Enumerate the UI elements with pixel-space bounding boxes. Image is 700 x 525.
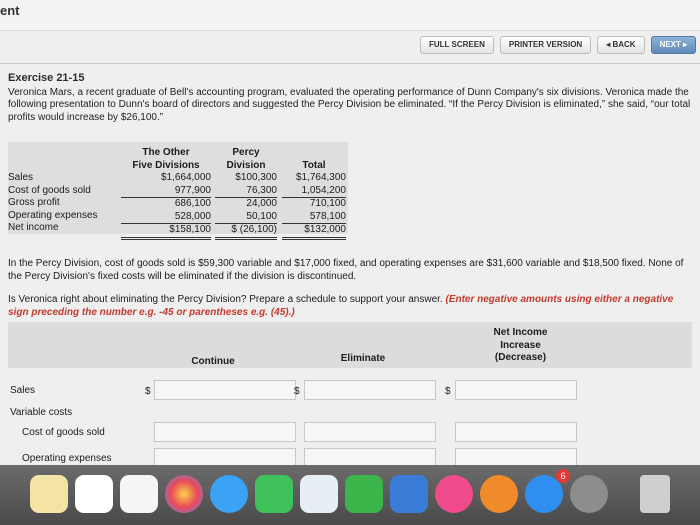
numbers-icon[interactable] [345, 475, 383, 513]
trash-icon[interactable] [640, 475, 670, 513]
cell: $1,664,000 [160, 172, 211, 183]
variable-costs-label: Variable costs [10, 407, 73, 418]
column-header: The Other [142, 147, 190, 158]
row-label: Net income [8, 222, 59, 233]
question-text: Is Veronica right about eliminating the Percy Division? Prepare a schedule to support your answer. [8, 294, 443, 305]
divisional-report [8, 142, 348, 234]
net-income-header [463, 327, 578, 365]
reminders-icon[interactable] [75, 475, 113, 513]
books-icon[interactable] [480, 475, 518, 513]
schedule [8, 322, 692, 462]
row-label: Operating expenses [8, 209, 98, 221]
title-bar [0, 0, 700, 31]
divider [0, 63, 700, 64]
cell: $132,000 [282, 224, 346, 240]
currency-symbol: $ [445, 386, 451, 397]
cell: 977,900 [121, 185, 211, 199]
column-header: Percy [232, 147, 260, 158]
percy-division-column [215, 147, 277, 240]
app-store-badge: 6 [556, 469, 570, 483]
window-title: ent [0, 3, 20, 18]
column-header: Total [302, 159, 326, 171]
cell: 76,300 [215, 185, 277, 199]
cell: 686,100 [174, 198, 211, 209]
currency-symbol: $ [145, 386, 151, 397]
exercise-intro: Veronica Mars, a recent graduate of Bell's accounting program, evaluated the operating performance of Dunn Company's six divisions. Veronica made the following presentation to Dunn's board of directors and suggested the Percy Division be eliminated. “If the Percy Division is eliminated,” she said, “our total profits would increase by $26,100.” [8, 86, 691, 123]
row-label: Cost of goods sold [8, 184, 91, 196]
system-preferences-icon[interactable] [570, 475, 608, 513]
net-income-header-line: Net Income [493, 327, 548, 338]
exercise-content [8, 72, 692, 464]
navigation-toolbar [420, 36, 696, 54]
instruction-text: (Enter negative amounts using either a negative sign preceding the number e.g. -45 or parentheses e.g. (45).) [8, 294, 674, 318]
sales-label: Sales [10, 385, 36, 396]
notes-icon[interactable] [30, 475, 68, 513]
itunes-icon[interactable] [435, 475, 473, 513]
continue-header: Continue [191, 356, 235, 367]
column-header: Five Divisions [132, 159, 200, 171]
cell: 528,000 [121, 211, 211, 225]
continue-sales-input[interactable] [154, 380, 296, 400]
cogs-label: Cost of goods sold [22, 427, 105, 438]
column-header-spacer [282, 147, 346, 160]
calendar-icon[interactable] [120, 475, 158, 513]
net-income-header-line: Increase [500, 339, 541, 351]
cell: $ (26,100) [215, 224, 277, 240]
opex-label: Operating expenses [22, 453, 112, 464]
row-label: Sales [8, 172, 34, 183]
currency-symbol: $ [294, 386, 300, 397]
cell: 1,054,200 [282, 185, 346, 199]
messages-icon[interactable] [210, 475, 248, 513]
eliminate-header: Eliminate [340, 353, 386, 364]
eliminate-cogs-input[interactable] [304, 422, 436, 442]
eliminate-sales-input[interactable] [304, 380, 436, 400]
mail-icon[interactable] [300, 475, 338, 513]
cell: 710,100 [309, 198, 346, 209]
question [8, 294, 692, 319]
exercise-title: Exercise 21-15 [8, 72, 85, 84]
dock [0, 465, 700, 525]
column-header: Division [226, 159, 266, 171]
photos-icon[interactable] [165, 475, 203, 513]
cell: 50,100 [215, 211, 277, 225]
cell: $158,100 [121, 224, 211, 240]
cell: 24,000 [246, 198, 277, 209]
keynote-icon[interactable] [390, 475, 428, 513]
next-button[interactable]: NEXT ▸ [651, 36, 697, 54]
net-income-header-line: (Decrease) [494, 352, 547, 363]
cell: 578,100 [282, 211, 346, 225]
cost-details: In the Percy Division, cost of goods sold is $59,300 variable and $17,000 fixed, and operating expenses are $31,600 variable and $18,500 fixed. None of the Percy Division's fixed costs will be eliminated if the division is discontinued. [8, 258, 684, 282]
facetime-icon[interactable] [255, 475, 293, 513]
net-sales-input[interactable] [455, 380, 577, 400]
printer-version-button[interactable]: PRINTER VERSION [500, 36, 591, 54]
row-label: Gross profit [8, 197, 60, 208]
continue-cogs-input[interactable] [154, 422, 296, 442]
report-row-labels [8, 172, 120, 235]
net-cogs-input[interactable] [455, 422, 577, 442]
cell: $100,300 [235, 172, 277, 183]
other-divisions-column [121, 147, 211, 240]
cell: $1,764,300 [295, 172, 346, 183]
full-screen-button[interactable]: FULL SCREEN [420, 36, 494, 54]
back-button[interactable]: ◂ BACK [597, 36, 644, 54]
total-column [282, 147, 346, 240]
